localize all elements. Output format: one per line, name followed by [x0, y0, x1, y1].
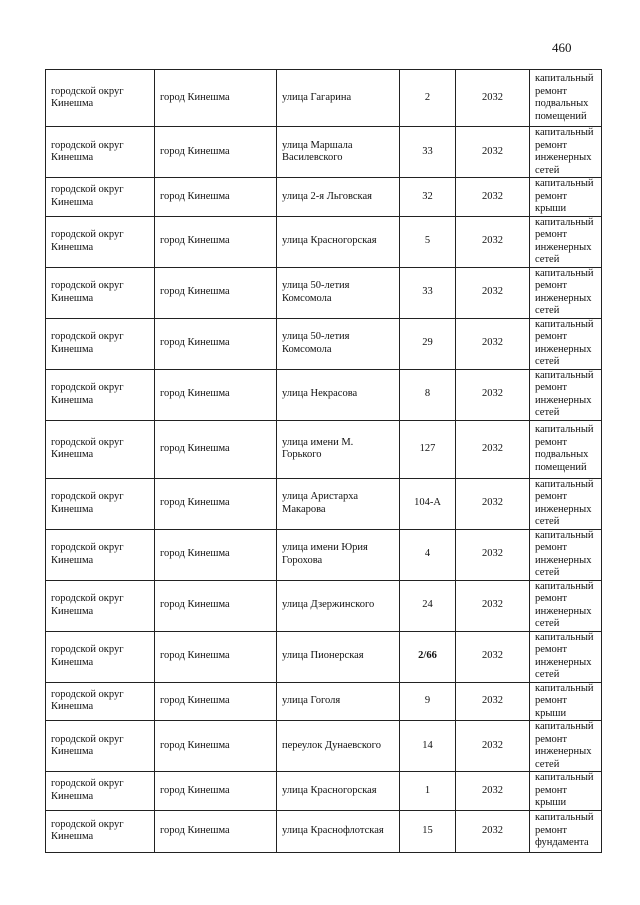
work-type-cell: капитальный ремонт крыши: [530, 178, 602, 217]
year-cell: 2032: [456, 529, 530, 580]
street-cell: улица 2-я Льговская: [277, 178, 400, 217]
work-type-cell: капитальный ремонт крыши: [530, 772, 602, 811]
district-cell: городской округ Кинешма: [46, 267, 155, 318]
house-number-cell: 32: [400, 178, 456, 217]
work-type-cell: капитальный ремонт инженерных сетей: [530, 318, 602, 369]
work-type-cell: капитальный ремонт крыши: [530, 682, 602, 721]
settlement-cell: город Кинешма: [155, 810, 277, 852]
work-type-cell: капитальный ремонт инженерных сетей: [530, 580, 602, 631]
settlement-cell: город Кинешма: [155, 772, 277, 811]
district-cell: городской округ Кинешма: [46, 369, 155, 420]
street-cell: переулок Дунаевского: [277, 721, 400, 772]
year-cell: 2032: [456, 318, 530, 369]
settlement-cell: город Кинешма: [155, 267, 277, 318]
housing-repair-table: [45, 69, 602, 853]
year-cell: 2032: [456, 178, 530, 217]
table-row: [46, 529, 602, 580]
work-type-cell: капитальный ремонт инженерных сетей: [530, 216, 602, 267]
street-cell: улица 50-летия Комсомола: [277, 318, 400, 369]
street-cell: улица имени Юрия Горохова: [277, 529, 400, 580]
page-number: 460: [552, 40, 572, 55]
settlement-cell: город Кинешма: [155, 70, 277, 127]
district-cell: городской округ Кинешма: [46, 70, 155, 127]
settlement-cell: город Кинешма: [155, 369, 277, 420]
settlement-cell: город Кинешма: [155, 580, 277, 631]
table-row: [46, 631, 602, 682]
work-type-cell: капитальный ремонт подвальных помещений: [530, 70, 602, 127]
year-cell: 2032: [456, 631, 530, 682]
table-row: [46, 420, 602, 478]
settlement-cell: город Кинешма: [155, 529, 277, 580]
table-row: [46, 772, 602, 811]
street-cell: улица Дзержинского: [277, 580, 400, 631]
year-cell: 2032: [456, 478, 530, 529]
street-cell: улица Краснофлотская: [277, 810, 400, 852]
house-number-cell: 33: [400, 267, 456, 318]
street-cell: улица 50-летия Комсомола: [277, 267, 400, 318]
district-cell: городской округ Кинешма: [46, 478, 155, 529]
district-cell: городской округ Кинешма: [46, 318, 155, 369]
house-number-cell: 15: [400, 810, 456, 852]
year-cell: 2032: [456, 721, 530, 772]
table-row: [46, 810, 602, 852]
settlement-cell: город Кинешма: [155, 178, 277, 217]
settlement-cell: город Кинешма: [155, 318, 277, 369]
house-number-cell: 8: [400, 369, 456, 420]
settlement-cell: город Кинешма: [155, 721, 277, 772]
house-number-cell: 127: [400, 420, 456, 478]
settlement-cell: город Кинешма: [155, 216, 277, 267]
settlement-cell: город Кинешма: [155, 682, 277, 721]
work-type-cell: капитальный ремонт инженерных сетей: [530, 127, 602, 178]
house-number-cell: 2/66: [400, 631, 456, 682]
street-cell: улица Гоголя: [277, 682, 400, 721]
year-cell: 2032: [456, 70, 530, 127]
street-cell: улица Аристарха Макарова: [277, 478, 400, 529]
work-type-cell: капитальный ремонт инженерных сетей: [530, 369, 602, 420]
house-number-cell: 1: [400, 772, 456, 811]
street-cell: улица Красногорская: [277, 772, 400, 811]
house-number-cell: 29: [400, 318, 456, 369]
table-row: [46, 267, 602, 318]
street-cell: улица Гагарина: [277, 70, 400, 127]
street-cell: улица Красногорская: [277, 216, 400, 267]
work-type-cell: капитальный ремонт инженерных сетей: [530, 267, 602, 318]
district-cell: городской округ Кинешма: [46, 772, 155, 811]
table-row: [46, 216, 602, 267]
year-cell: 2032: [456, 772, 530, 811]
table-row: [46, 178, 602, 217]
district-cell: городской округ Кинешма: [46, 529, 155, 580]
house-number-cell: 9: [400, 682, 456, 721]
table-row: [46, 580, 602, 631]
table-row: [46, 369, 602, 420]
street-cell: улица Маршала Василевского: [277, 127, 400, 178]
settlement-cell: город Кинешма: [155, 420, 277, 478]
table-row: [46, 70, 602, 127]
district-cell: городской округ Кинешма: [46, 216, 155, 267]
year-cell: 2032: [456, 127, 530, 178]
table-row: [46, 682, 602, 721]
house-number-cell: 14: [400, 721, 456, 772]
table-row: [46, 318, 602, 369]
work-type-cell: капитальный ремонт инженерных сетей: [530, 721, 602, 772]
district-cell: городской округ Кинешма: [46, 127, 155, 178]
house-number-cell: 104-А: [400, 478, 456, 529]
settlement-cell: город Кинешма: [155, 478, 277, 529]
work-type-cell: капитальный ремонт подвальных помещений: [530, 420, 602, 478]
street-cell: улица Пионерская: [277, 631, 400, 682]
year-cell: 2032: [456, 369, 530, 420]
year-cell: 2032: [456, 810, 530, 852]
street-cell: улица Некрасова: [277, 369, 400, 420]
district-cell: городской округ Кинешма: [46, 810, 155, 852]
district-cell: городской округ Кинешма: [46, 420, 155, 478]
work-type-cell: капитальный ремонт инженерных сетей: [530, 631, 602, 682]
work-type-cell: капитальный ремонт инженерных сетей: [530, 529, 602, 580]
work-type-cell: капитальный ремонт фундамента: [530, 810, 602, 852]
table-row: [46, 478, 602, 529]
table-row: [46, 127, 602, 178]
settlement-cell: город Кинешма: [155, 631, 277, 682]
year-cell: 2032: [456, 267, 530, 318]
house-number-cell: 5: [400, 216, 456, 267]
table-row: [46, 721, 602, 772]
district-cell: городской округ Кинешма: [46, 682, 155, 721]
work-type-cell: капитальный ремонт инженерных сетей: [530, 478, 602, 529]
street-cell: улица имени М. Горького: [277, 420, 400, 478]
year-cell: 2032: [456, 216, 530, 267]
year-cell: 2032: [456, 580, 530, 631]
house-number-cell: 24: [400, 580, 456, 631]
district-cell: городской округ Кинешма: [46, 178, 155, 217]
district-cell: городской округ Кинешма: [46, 631, 155, 682]
house-number-cell: 4: [400, 529, 456, 580]
year-cell: 2032: [456, 420, 530, 478]
year-cell: 2032: [456, 682, 530, 721]
district-cell: городской округ Кинешма: [46, 580, 155, 631]
district-cell: городской округ Кинешма: [46, 721, 155, 772]
settlement-cell: город Кинешма: [155, 127, 277, 178]
house-number-cell: 33: [400, 127, 456, 178]
house-number-cell: 2: [400, 70, 456, 127]
